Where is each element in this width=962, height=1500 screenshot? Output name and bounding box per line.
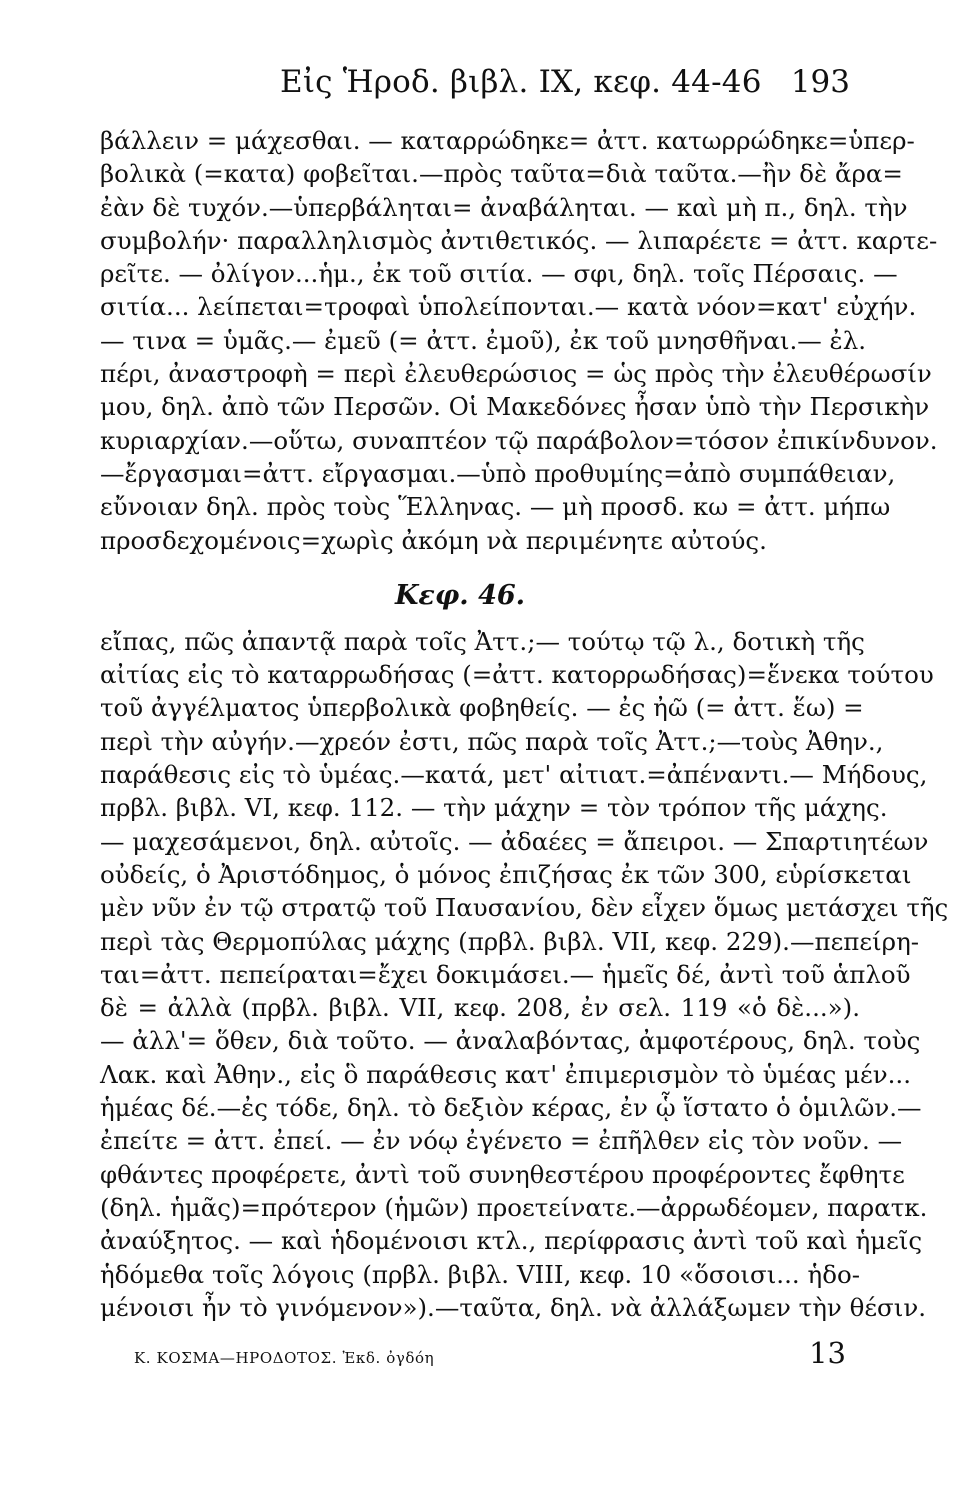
text-line: βάλλειν = μάχεσθαι. — καταρρώδηκε= ἀττ. κατωρρώδηκε=ὑπερ- [100, 126, 915, 155]
page-number: 193 [790, 64, 850, 100]
text-line: εὔνοιαν δηλ. πρὸς τοὺς Ἕλληνας. — μὴ προσδ. κω = ἀττ. μήπω [100, 492, 891, 522]
text-line: ρεῖτε. — ὀλίγον...ἡμ., ἐκ τοῦ σιτία. — σφι, δηλ. τοῖς Πέρσαις. — [100, 259, 898, 289]
text-line: περὶ τὴν αὐγήν.—χρεόν ἐστι, πῶς παρὰ τοῖς Ἀττ.;—τοὺς Ἀθην., [100, 726, 884, 756]
text-line: κυριαρχίαν.—οὕτω, συναπτέον τῷ παράβολον=τόσον ἐπικίνδυνον. [100, 425, 938, 455]
text-line: — ἀλλ'= ὅθεν, διὰ τοῦτο. — ἀναλαβόντας, ἀμφοτέρους, δηλ. τοὺς [100, 1026, 921, 1056]
text-line: συμβολήν· παραλληλισμὸς ἀντιθετικός. — λιπαρέετε = ἀττ. καρτε- [100, 225, 938, 255]
text-line: βολικὰ (=κατα) φοβεῖται.—πρὸς ταῦτα=διὰ ταῦτα.—ἢν δὲ ἄρα= [100, 159, 903, 189]
section-46-notes [100, 625, 949, 1324]
sheet-number: 13 [809, 1336, 846, 1370]
text-line: τοῦ ἀγγέλματος ὑπερβολικὰ φοβηθείς. — ἐς ἠῶ (= ἀττ. ἕω) = [100, 693, 864, 723]
text-line: Λακ. καὶ Ἀθην., εἰς ὃ παράθεσις κατ' ἐπιμερισμὸν τὸ ὑμέας μέν... [100, 1059, 912, 1089]
chapter-heading: Κεφ. 46. [394, 579, 526, 611]
text-line: δὲ = ἀλλὰ (πρβλ. βιβλ. VII, κεφ. 208, ἐν σελ. 119 «ὁ δὲ...»). [100, 993, 860, 1023]
text-line: εἴπας, πῶς ἀπαντᾷ παρὰ τοῖς Ἀττ.;— τούτῳ τῷ λ., δοτικὴ τῆς [100, 626, 865, 656]
text-line: πέρι, ἀναστροφὴ = περὶ ἐλευθερώσιος = ὡς πρὸς τὴν ἐλευθέρωσίν [100, 359, 932, 389]
text-line: ται=ἀττ. πεπείραται=ἔχει δοκιμάσει.— ἡμεῖς δέ, ἀντὶ τοῦ ἁπλοῦ [100, 959, 911, 989]
text-line: αἰτίας εἰς τὸ καταρρωδήσας (=ἀττ. κατορρωδήσας)=ἕνεκα τούτου [100, 660, 934, 690]
page-footer [134, 1336, 846, 1372]
text-line: ἡδόμεθα τοῖς λόγοις (πρβλ. βιβλ. VIII, κεφ. 10 «ὅσοισι... ἡδο- [100, 1259, 860, 1289]
text-line: μου, δηλ. ἀπὸ τῶν Περσῶν. Οἱ Μακεδόνες ἦσαν ὑπὸ τὴν Περσικὴν [100, 392, 930, 422]
text-line: φθάντες προφέρετε, ἀντὶ τοῦ συνηθεστέρου προφέροντες ἔφθητε [100, 1159, 905, 1189]
text-line: ἐὰν δὲ τυχόν.—ὑπερβάληται= ἀναβάληται. — καὶ μὴ π., δηλ. τὴν [100, 192, 908, 222]
spacer [100, 557, 860, 567]
text-line: περὶ τὰς Θερμοπύλας μάχης (πρβλ. βιβλ. VII, κεφ. 229).—πεπείρη- [100, 926, 920, 956]
section-45-notes [100, 124, 938, 557]
text-line: (δηλ. ἡμᾶς)=πρότερον (ἡμῶν) προετείνατε.—ἀρρωδέομεν, παρατκ. [100, 1192, 928, 1222]
text-line: προσδεχομένοις=χωρὶς ἀκόμη νὰ περιμένητε αὐτούς. [100, 525, 767, 555]
running-head [108, 64, 850, 104]
text-line: σιτία... λείπεται=τροφαὶ ὑπολείπονται.— κατὰ νόον=κατ' εὐχήν. [100, 292, 917, 322]
commentary-text [100, 124, 949, 1324]
text-line: οὐδείς, ὁ Ἀριστόδημος, ὁ μόνος ἐπιζήσας ἐκ τῶν 300, εὑρίσκεται [100, 859, 912, 889]
text-line: —ἔργασμαι=ἀττ. εἴργασμαι.—ὑπὸ προθυμίης=ἀπὸ συμπάθειαν, [100, 458, 896, 488]
text-line: ἐπείτε = ἀττ. ἐπεί. — ἐν νόῳ ἐγένετο = ἐπῆλθεν εἰς τὸν νοῦν. — [100, 1126, 903, 1156]
text-line: μὲν νῦν ἐν τῷ στρατῷ τοῦ Παυσανίου, δὲν εἶχεν ὅμως μετάσχει τῆς [100, 893, 949, 923]
text-line: — μαχεσάμενοι, δηλ. αὐτοῖς. — ἀδαέες = ἄπειροι. — Σπαρτιητέων [100, 826, 929, 856]
text-line: ἡμέας δέ.—ἐς τόδε, δηλ. τὸ δεξιὸν κέρας, ἐν ᾧ ἵστατο ὁ ὁμιλῶν.— [100, 1093, 922, 1123]
text-line: ἀναύξητος. — καὶ ἡδομένοισι κτλ., περίφρασις ἀντὶ τοῦ καὶ ἡμεῖς [100, 1226, 923, 1256]
printer-signature: Κ. ΚΟΣΜΑ—ΗΡΟΔΟΤΟΣ. Ἐκδ. ὀγδόη [134, 1349, 435, 1367]
text-line: παράθεσις εἰς τὸ ὑμέας.—κατά, μετ' αἰτιατ.=ἀπέναντι.— Μήδους, [100, 760, 928, 790]
running-head-title: Εἰς Ἡροδ. βιβλ. IX, κεφ. 44-46 [280, 64, 762, 100]
text-line: πρβλ. βιβλ. VI, κεφ. 112. — τὴν μάχην = τὸν τρόπον τῆς μάχης. [100, 793, 888, 823]
text-line: μένοισι ἦν τὸ γινόμενον»).—ταῦτα, δηλ. νὰ ἀλλάξωμεν τὴν θέσιν. [100, 1292, 927, 1322]
text-line: — τινα = ὑμᾶς.— ἐμεῦ (= ἀττ. ἐμοῦ), ἐκ τοῦ μνησθῆναι.— ἐλ. [100, 325, 867, 355]
